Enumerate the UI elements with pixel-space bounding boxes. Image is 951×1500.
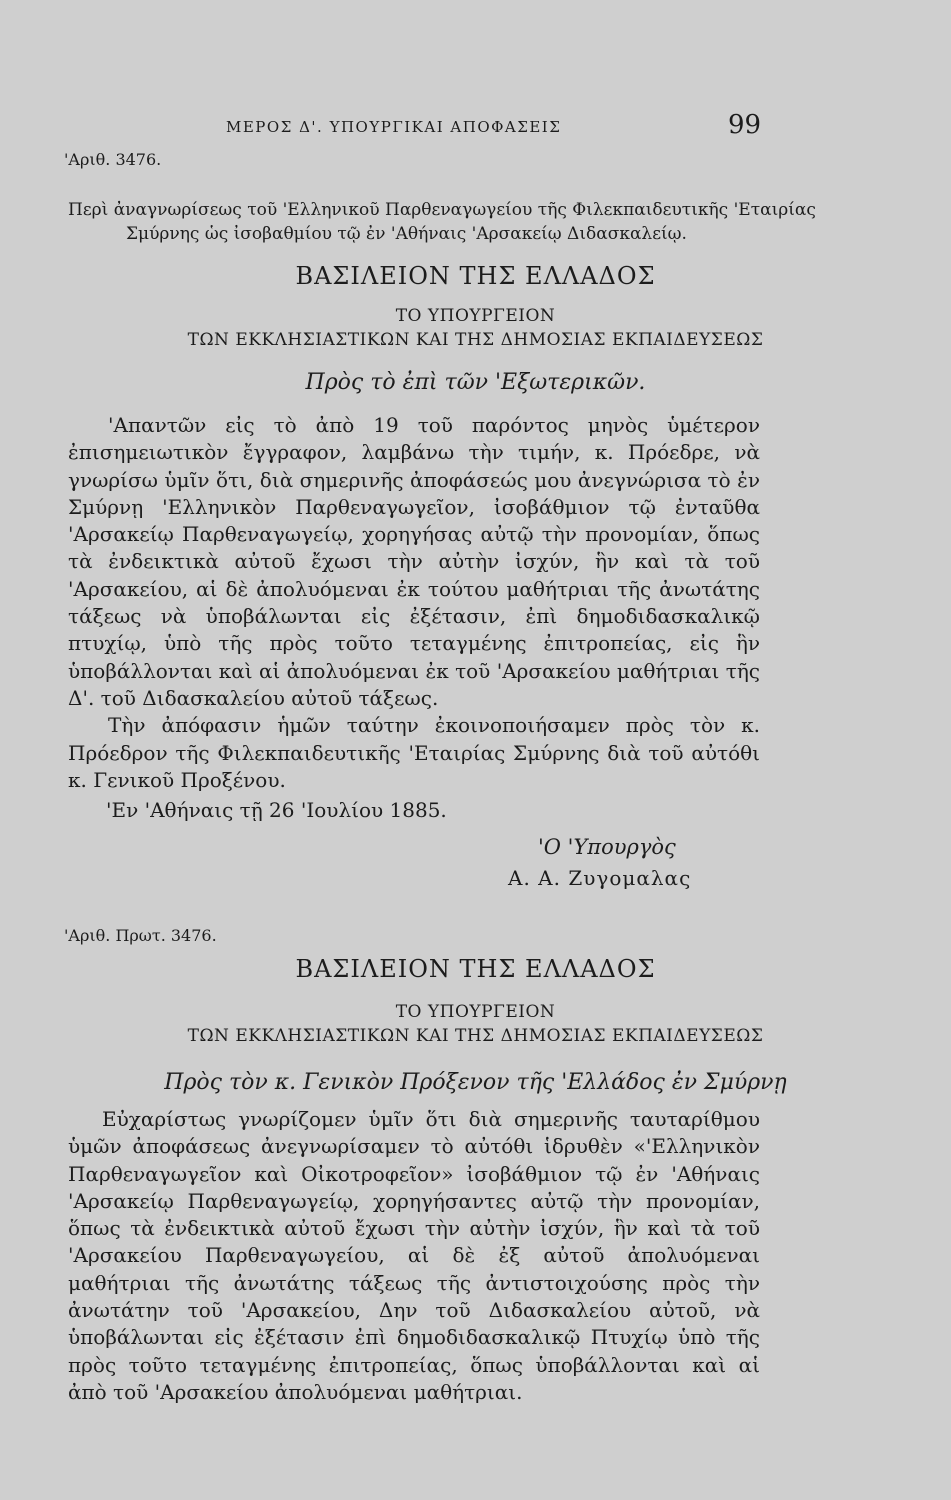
signer-title: 'Ο 'Υπουργὸς <box>538 835 676 859</box>
document-number: 'Αριθ. 3476. <box>64 150 162 169</box>
paragraph: Εὐχαρίστως γνωρίζομεν ὑμῖν ὅτι διὰ σημερινῆς ταυταρίθμου ὑμῶν ἀποφάσεως ἀνεγνωρίσαμεν τὸ αὐτόθι ἱδρυθὲν «'Ελληνικὸν Παρθεναγωγεῖον καὶ Οἰκοτροφεῖον» ἰσοβάθμιον τῷ ἐν 'Αθήναις 'Αρσακείῳ Παρθεναγωγείῳ, χορηγήσαντες αὐτῷ τὴν προνομίαν, ὅπως τὰ ἐνδεικτικὰ αὐτοῦ ἔχωσι τὴν αὐτὴν ἰσχύν, ἣν καὶ τὰ τοῦ 'Αρσακείου Παρθεναγωγείου, αἱ δὲ ἐξ αὐτοῦ ἀπολυόμεναι μαθήτριαι τῆς ἀνωτάτης τάξεως τῆς ἀντιστοιχούσης πρὸς τὴν ἀνωτάτην τοῦ 'Αρσακείου, Δην τοῦ Διδασκαλείου αὐτοῦ, νὰ ὑποβάλωνται εἰς ἐξέτασιν ἐπὶ δημοδιδασκαλικῷ Πτυχίῳ ὑπὸ τῆς πρὸς τοῦτο τεταγμένης ἐπιτροπείας, ὅπως ὑποβάλλονται καὶ αἱ ἀπὸ τοῦ 'Αρσακείου ἀπολυόμεναι μαθήτριαι. <box>68 1107 760 1404</box>
kingdom-heading: ΒΑΣΙΛΕΙΟΝ ΤΗΣ ΕΛΛΑΔΟΣ <box>295 262 656 290</box>
ministry-heading: ΤΟ ΥΠΟΥΡΓΕΙΟΝ <box>395 306 556 326</box>
addressee-line: Πρὸς τὸν κ. Γενικὸν Πρόξενον τῆς 'Ελλάδος ἐν Σμύρνῃ <box>164 1070 787 1095</box>
ministry-heading: ΤΟ ΥΠΟΥΡΓΕΙΟΝ <box>395 1002 556 1022</box>
ministry-heading: ΤΩΝ ΕΚΚΛΗΣΙΑΣΤΙΚΩΝ ΚΑΙ ΤΗΣ ΔΗΜΟΣΙΑΣ ΕΚΠΑΙΔΕΥΣΕΩΣ <box>187 330 764 350</box>
kingdom-heading: ΒΑΣΙΛΕΙΟΝ ΤΗΣ ΕΛΛΑΔΟΣ <box>295 955 656 983</box>
signer-initials: Α. Α. <box>508 866 561 890</box>
page-header <box>0 110 951 140</box>
letter-body <box>68 1106 760 1406</box>
intro-line: Περὶ ἀναγνωρίσεως τοῦ 'Ελληνικοῦ Παρθεναγωγείου τῆς Φιλεκπαιδευτικῆς 'Εταιρίας <box>68 200 816 220</box>
addressee-line: Πρὸς τὸ ἐπὶ τῶν 'Εξωτερικῶν. <box>305 370 646 395</box>
document-number: 'Αριθ. Πρωτ. 3476. <box>64 926 217 945</box>
intro-line: Σμύρνης ὡς ἰσοβαθμίου τῷ ἐν 'Αθήναις 'Αρσακείῳ Διδασκαλείῳ. <box>126 224 687 244</box>
running-head: ΜΕΡΟΣ Δ'. ΥΠΟΥΡΓΙΚΑΙ ΑΠΟΦΑΣΕΙΣ <box>226 118 562 136</box>
ministry-heading: ΤΩΝ ΕΚΚΛΗΣΙΑΣΤΙΚΩΝ ΚΑΙ ΤΗΣ ΔΗΜΟΣΙΑΣ ΕΚΠΑΙΔΕΥΣΕΩΣ <box>187 1026 764 1046</box>
paragraph: 'Απαντῶν εἰς τὸ ἀπὸ 19 τοῦ παρόντος μηνὸς ὑμέτερον ἐπισημειωτικὸν ἔγγραφον, λαμβάνω τὴν τιμήν, κ. Πρόεδρε, νὰ γνωρίσω ὑμῖν ὅτι, διὰ σημερινῆς ἀποφάσεώς μου ἀνεγνώρισα τὸ ἐν Σμύρνῃ 'Ελληνικὸν Παρθεναγωγεῖον, ἰσοβάθμιον τῷ ἐνταῦθα 'Αρσακείῳ Παρθεναγωγείῳ, χορηγήσας αὐτῷ τὴν προνομίαν, ὅπως τὰ ἐνδεικτικὰ αὐτοῦ ἔχωσι τὴν αὐτὴν ἰσχύν, ἣν καὶ τὰ τοῦ 'Αρσακείου, αἱ δὲ ἀπολυόμεναι ἐκ τούτου μαθήτριαι τῆς ἀνωτάτης τάξεως νὰ ὑποβάλωνται εἰς ἐξέτασιν, ἐπὶ δημοδιδασκαλικῷ πτυχίῳ, ὑπὸ τῆς πρὸς τοῦτο τεταγμένης ἐπιτροπείας, εἰς ἣν ὑποβάλλονται καὶ αἱ ἀπολυόμεναι ἐκ τοῦ 'Αρσακείου μαθήτριαι τῆς Δ'. τοῦ Διδασκαλείου αὐτοῦ τάξεως. <box>68 413 760 710</box>
date-line: 'Εν 'Αθήναις τῇ 26 'Ιουλίου 1885. <box>106 798 447 822</box>
paragraph: Τὴν ἀπόφασιν ἡμῶν ταύτην ἐκοινοποιήσαμεν πρὸς τὸν κ. Πρόεδρον τῆς Φιλεκπαιδευτικῆς 'Εταιρίας Σμύρνης διὰ τοῦ αὐτόθι κ. Γενικοῦ Προξένου. <box>68 713 760 792</box>
signer-signature <box>508 866 691 890</box>
signer-name: Ζυγομαλας <box>568 866 692 890</box>
page-number: 99 <box>728 110 762 140</box>
letter-body <box>68 412 760 794</box>
